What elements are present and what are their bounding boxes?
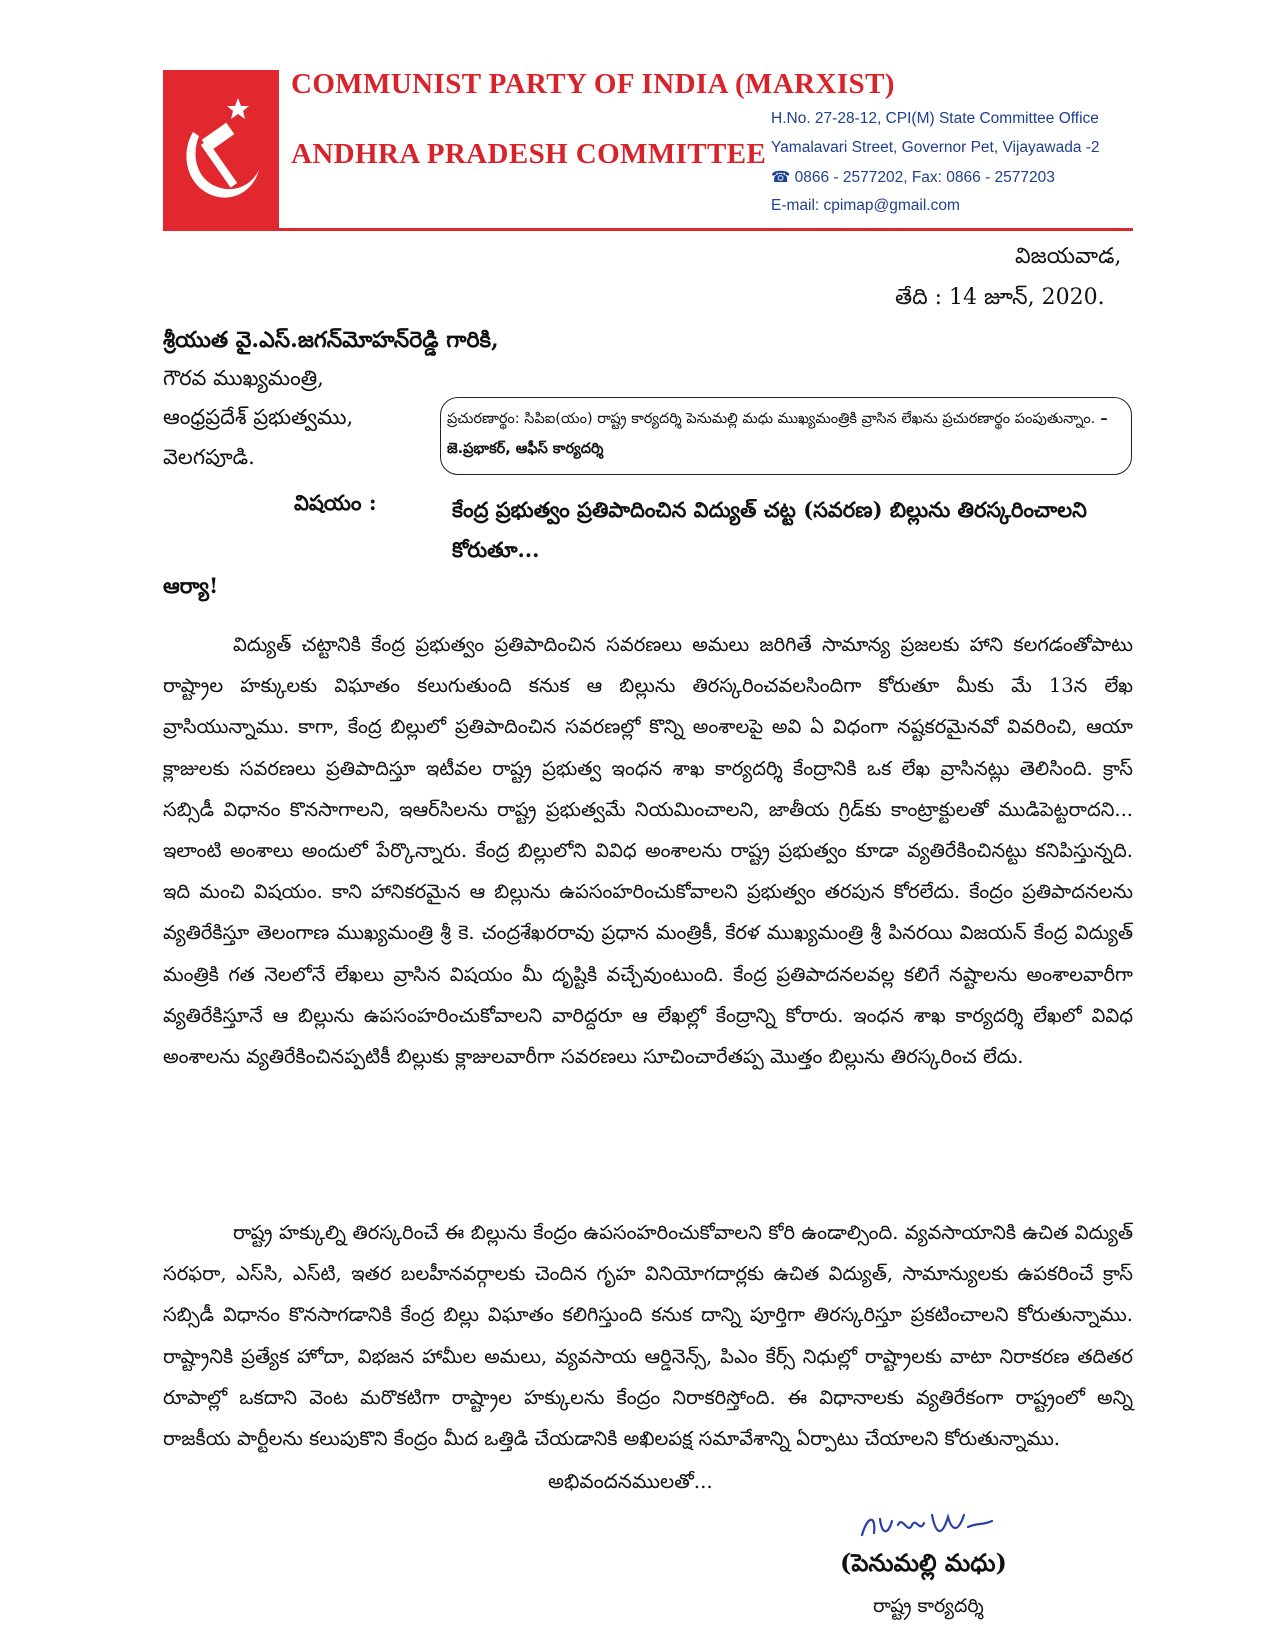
party-logo [163, 70, 279, 230]
address-line-2: Yamalavari Street, Governor Pet, Vijayawada -2 [771, 139, 1100, 156]
press-note-box [440, 397, 1132, 475]
press-note-body: ప్రచురణార్థం: సిపిఐ(యం) రాష్ట్ర కార్యదర్శి పెనుమల్లి మధు ముఖ్యమంత్రికి వ్రాసిన లేఖను ప్రచురణార్థం పంపుతున్నాం. [447, 411, 1096, 427]
closing: అభివందనములతో... [548, 1469, 713, 1493]
address-line-1: H.No. 27-28-12, CPI(M) State Committee Office [771, 110, 1099, 127]
addressee-government: ఆంధ్రప్రదేశ్ ప్రభుత్వము, [163, 405, 354, 429]
handwritten-signature [858, 1505, 998, 1553]
subject-text: కేంద్ర ప్రభుత్వం ప్రతిపాదించిన విద్యుత్ చట్ట (సవరణ) బిల్లును తిరస్కరించాలని కోరుతూ... [452, 497, 1087, 562]
body-paragraph-2: రాష్ట్ర హక్కుల్ని తిరస్కరించే ఈ బిల్లును కేంద్రం ఉపసంహరించుకోవాలని కోరి ఉండాల్సింది. వ్యవసాయానికి ఉచిత విద్యుత్ సరఫరా, ఎస్‌సి, ఎస్‌టి, ఇతర బలహీనవర్గాలకు చెందిన గృహ వినియోగదార్లకు ఉచిత విద్యుత్, సామాన్యులకు ఉపకరించే క్రాస్ సబ్సిడీ విధానం కొనసాగడానికి కేంద్ర బిల్లు విఘాతం కలిగిస్తుంది కనుక దాన్ని పూర్తిగా తిరస్కరిస్తూ ప్రకటించాలని కోరుతున్నాము. రాష్ట్రానికి ప్రత్యేక హోదా, విభజన హామీల అమలు, వ్యవసాయ ఆర్డినెన్స్, పిఎం కేర్స్ నిధుల్లో రాష్ట్రాలకు వాటా నిరాకరణ తదితర రూపాల్లో ఒకదాని వెంట మరొకటిగా రాష్ట్రాల హక్కులను కేంద్రం నిరాకరిస్తోంది. ఈ విధానాలకు వ్యతిరేకంగా రాష్ట్రంలో అన్ని రాజకీయ పార్టీలను కలుపుకొని కేంద్రం మీద ఒత్తిడి చేయడానికి అఖిలపక్ష సమావేశాన్ని ఏర్పాటు చేయాలని కోరుతున్నాము. [163, 1221, 1133, 1451]
addressee-name: శ్రీయుత వై.ఎస్.జగన్‌మోహన్‌రెడ్డి గారికి, [163, 327, 499, 353]
date: తేది : 14 జూన్, 2020. [895, 285, 1105, 310]
salutation: ఆర్యా! [163, 573, 219, 598]
phone-fax: ☎ 0866 - 2577202, Fax: 0866 - 2577203 [771, 169, 1055, 186]
body-paragraph-1: విద్యుత్ చట్టానికి కేంద్ర ప్రభుత్వం ప్రతిపాదించిన సవరణలు అమలు జరిగితే సామాన్య ప్రజలకు హాని కలగడంతోపాటు రాష్ట్రాల హక్కులకు విఘాతం కలుగుతుంది కనుక ఆ బిల్లును తిరస్కరించవలసిందిగా కోరుతూ మీకు మే 13న లేఖ వ్రాసియున్నాము. కాగా, కేంద్ర బిల్లులో ప్రతిపాదించిన సవరణల్లో కొన్ని అంశాలపై అవి ఏ విధంగా నష్టకరమైనవో వివరించి, ఆయా క్లాజులకు సవరణలు ప్రతిపాదిస్తూ ఇటీవల రాష్ట్ర ప్రభుత్వ ఇంధన శాఖ కార్యదర్శి కేంద్రానికి ఒక లేఖ వ్రాసినట్లు తెలిసింది. క్రాస్ సబ్సిడీ విధానం కొనసాగాలని, ఇఆర్‌సిలను రాష్ట్ర ప్రభుత్వమే నియమించాలని, జాతీయ గ్రిడ్‌కు కాంట్రాక్టులతో ముడిపెట్టరాదని... ఇలాంటి అంశాలు అందులో పేర్కొన్నారు. కేంద్ర బిల్లులోని వివిధ అంశాలను రాష్ట్ర ప్రభుత్వం కూడా వ్యతిరేకించినట్టు కనిపిస్తున్నది. ఇది మంచి విషయం. కాని హానికరమైన ఆ బిల్లును ఉపసంహరించుకోవాలని ప్రభుత్వం తరపున కోరలేదు. కేంద్రం ప్రతిపాదనలను వ్యతిరేకిస్తూ తెలంగాణ ముఖ్యమంత్రి శ్రీ కె. చంద్రశేఖరరావు ప్రధాన మంత్రికీ, కేరళ ముఖ్యమంత్రి శ్రీ పినరయి విజయన్ కేంద్ర విద్యుత్ మంత్రికి గత నెలలోనే లేఖలు వ్రాసిన విషయం మీ దృష్టికి వచ్చేవుంటుంది. కేంద్ర ప్రతిపాదనలవల్ల కలిగే నష్టాలను అంశాలవారీగా వ్యతిరేకిస్తూనే ఆ బిల్లును ఉపసంహరించుకోవాలని వారిద్దరూ ఆ లేఖల్లో కేంద్రాన్ని కోరారు. ఇంధన శాఖ కార్యదర్శి లేఖలో వివిధ అంశాలను వ్యతిరేకించినప్పటికీ బిల్లుకు క్లాజులవారీగా సవరణలు సూచించారేతప్ప మొత్తం బిల్లును తిరస్కరించ లేదు. [163, 633, 1133, 1069]
subject-label: విషయం : [294, 490, 377, 515]
org-committee: ANDHRA PRADESH COMMITTEE [291, 138, 767, 170]
signer-name: (పెనుమల్లి మధు) [840, 1548, 1007, 1577]
place: విజయవాడ, [1015, 244, 1122, 269]
addressee-location: వెలగపూడి. [163, 445, 255, 469]
org-name: COMMUNIST PARTY OF INDIA (MARXIST) [291, 68, 895, 100]
hammer-sickle-star-icon [163, 70, 279, 230]
press-note-text [447, 404, 1125, 464]
addressee-designation: గౌరవ ముఖ్యమంత్రి, [163, 366, 324, 390]
letterhead-divider [163, 228, 1133, 231]
press-note-signature: – జె.ప్రభాకర్, ఆఫీస్ కార్యదర్శి [447, 411, 1108, 457]
email: E-mail: cpimap@gmail.com [771, 197, 960, 214]
signer-title: రాష్ట్ర కార్యదర్శి [873, 1595, 984, 1617]
